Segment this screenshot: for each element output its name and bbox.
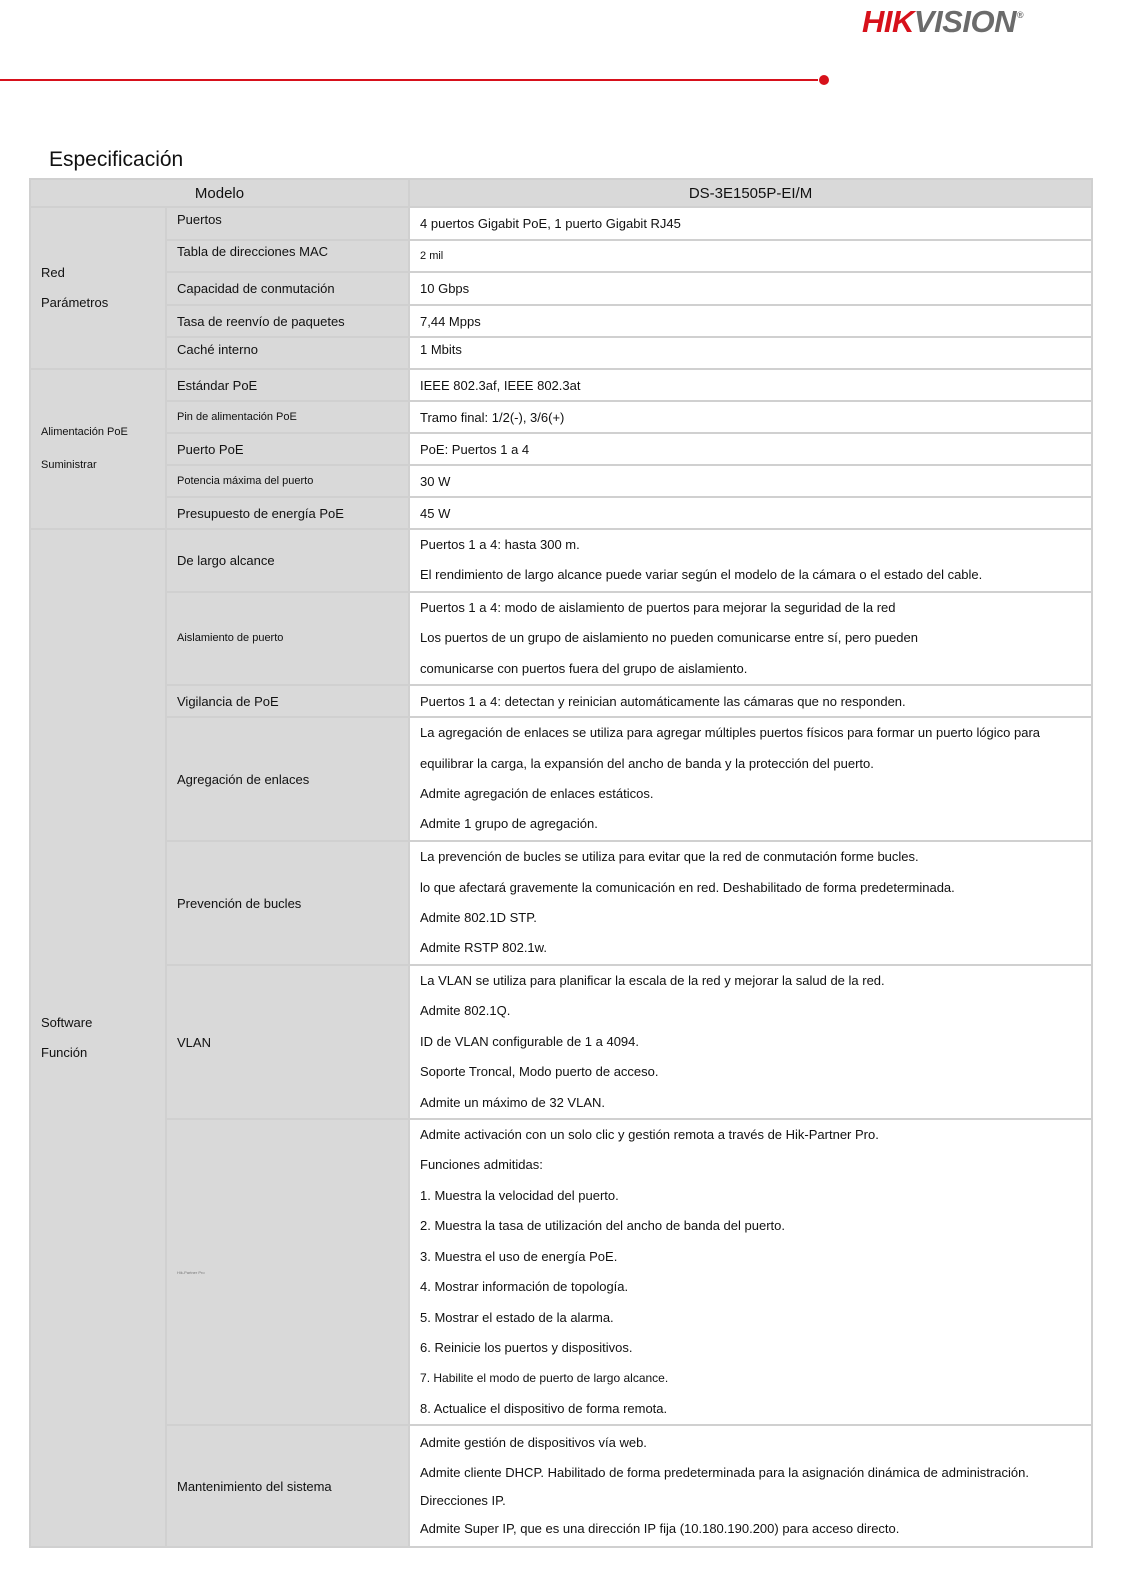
spec-label: Vigilancia de PoE xyxy=(166,685,409,717)
spec-value: Puertos 1 a 4: modo de aislamiento de puertos para mejorar la seguridad de la red Los puertos de un grupo de aislamiento no pueden comunicarse entre sí, pero pueden comunicarse con puertos fuera del grupo de aislamiento. xyxy=(409,592,1092,685)
spec-value: Admite activación con un solo clic y gestión remota a través de Hik-Partner Pro. Funciones admitidas: 1. Muestra la velocidad del puerto. 2. Muestra la tasa de utilización del ancho de banda del puerto. 3. Muestra el uso de energía PoE. 4. Mostrar información de topología. 5. Mostrar el estado de la alarma. 6. Reinicie los puertos y dispositivos. 7. Habilite el modo de puerto de largo alcance. 8. Actualice el dispositivo de forma remota. xyxy=(409,1119,1092,1425)
spec-value: 10 Gbps xyxy=(409,272,1092,305)
table-row xyxy=(30,1119,1092,1425)
spec-value: Puertos 1 a 4: hasta 300 m. El rendimiento de largo alcance puede variar según el modelo de la cámara o el estado del cable. xyxy=(409,529,1092,592)
table-row xyxy=(30,240,1092,272)
spec-table xyxy=(29,178,1093,1548)
header-red-line xyxy=(0,79,818,81)
table-row xyxy=(30,529,1092,592)
spec-value: 45 W xyxy=(409,497,1092,529)
spec-label: Potencia máxima del puerto xyxy=(166,465,409,497)
table-row xyxy=(30,337,1092,369)
spec-value: PoE: Puertos 1 a 4 xyxy=(409,433,1092,465)
spec-value: La VLAN se utiliza para planificar la escala de la red y mejorar la salud de la red. Admite 802.1Q. ID de VLAN configurable de 1 a 4094. Soporte Troncal, Modo puerto de acceso. Admite un máximo de 32 VLAN. xyxy=(409,965,1092,1119)
spec-label: Tabla de direcciones MAC xyxy=(166,240,409,272)
category-software: Software Función xyxy=(30,529,166,1547)
spec-label: De largo alcance xyxy=(166,529,409,592)
table-row xyxy=(30,433,1092,465)
table-row xyxy=(30,841,1092,965)
spec-label: Puertos xyxy=(166,207,409,240)
table-row xyxy=(30,685,1092,717)
category-network: Red Parámetros xyxy=(30,207,166,369)
table-row xyxy=(30,497,1092,529)
spec-label: Caché interno xyxy=(166,337,409,369)
spec-label: Hik-Partner Pro xyxy=(166,1119,409,1425)
page-title: Especificación xyxy=(49,148,184,171)
table-row xyxy=(30,272,1092,305)
table-row xyxy=(30,717,1092,841)
spec-label: Puerto PoE xyxy=(166,433,409,465)
table-row xyxy=(30,965,1092,1119)
spec-value: 4 puertos Gigabit PoE, 1 puerto Gigabit RJ45 xyxy=(409,207,1092,240)
spec-label: Estándar PoE xyxy=(166,369,409,401)
hikvision-logo: HIKVISION® xyxy=(862,4,1024,39)
spec-value: 30 W xyxy=(409,465,1092,497)
spec-label: Agregación de enlaces xyxy=(166,717,409,841)
header-red-dot xyxy=(819,75,829,85)
model-value: DS-3E1505P-EI/M xyxy=(409,179,1092,207)
spec-label: Aislamiento de puerto xyxy=(166,592,409,685)
spec-label: VLAN xyxy=(166,965,409,1119)
spec-value: 7,44 Mpps xyxy=(409,305,1092,337)
spec-value: La agregación de enlaces se utiliza para agregar múltiples puertos físicos para formar un puerto lógico para equilibrar la carga, la expansión del ancho de banda y la protección del puerto. Admite agregación de enlaces estáticos. Admite 1 grupo de agregación. xyxy=(409,717,1092,841)
table-row xyxy=(30,1425,1092,1547)
spec-value: La prevención de bucles se utiliza para evitar que la red de conmutación forme bucles. lo que afectará gravemente la comunicación en red. Deshabilitado de forma predeterminada. Admite 802.1D STP. Admite RSTP 802.1w. xyxy=(409,841,1092,965)
spec-label: Presupuesto de energía PoE xyxy=(166,497,409,529)
table-row xyxy=(30,592,1092,685)
spec-label: Prevención de bucles xyxy=(166,841,409,965)
table-row xyxy=(30,465,1092,497)
spec-label: Tasa de reenvío de paquetes xyxy=(166,305,409,337)
spec-label: Pin de alimentación PoE xyxy=(166,401,409,433)
spec-value: Admite gestión de dispositivos vía web. Admite cliente DHCP. Habilitado de forma predeterminada para la asignación dinámica de administración. Direcciones IP. Admite Super IP, que es una dirección IP fija (10.180.190.200) para acceso directo. xyxy=(409,1425,1092,1547)
spec-value: IEEE 802.3af, IEEE 802.3at xyxy=(409,369,1092,401)
spec-value: 2 mil xyxy=(409,240,1092,272)
spec-value: 1 Mbits xyxy=(409,337,1092,369)
table-row xyxy=(30,305,1092,337)
spec-value: Puertos 1 a 4: detectan y reinician automáticamente las cámaras que no responden. xyxy=(409,685,1092,717)
spec-label: Capacidad de conmutación xyxy=(166,272,409,305)
table-row xyxy=(30,369,1092,401)
table-row xyxy=(30,207,1092,240)
header-row xyxy=(30,179,1092,207)
table-row xyxy=(30,401,1092,433)
spec-value: Tramo final: 1/2(-), 3/6(+) xyxy=(409,401,1092,433)
spec-label: Mantenimiento del sistema xyxy=(166,1425,409,1547)
category-poe: Alimentación PoE Suministrar xyxy=(30,369,166,529)
model-label: Modelo xyxy=(30,179,409,207)
